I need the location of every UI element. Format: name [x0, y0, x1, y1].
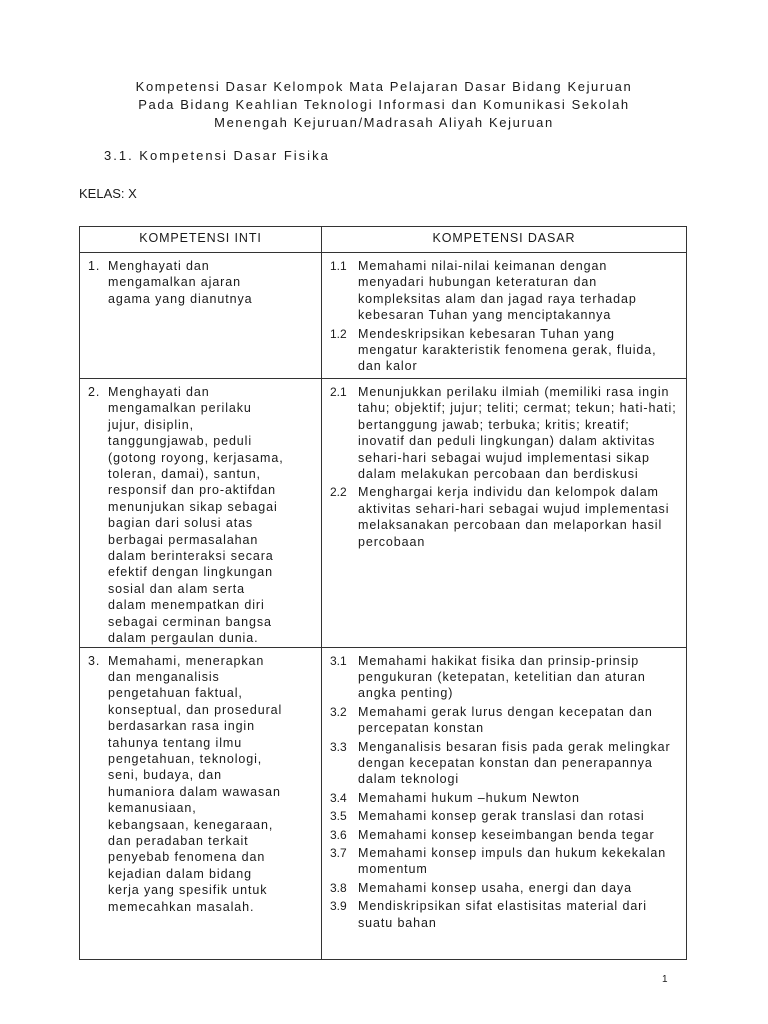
ki-line: memecahkan masalah. [108, 899, 255, 914]
ki-line: dan menganalisis [108, 669, 220, 684]
section-heading: 3.1. Kompetensi Dasar Fisika [104, 148, 330, 163]
kompetensi-dasar-cell [322, 647, 687, 959]
competency-table [79, 226, 687, 960]
ki-line: tahunya tentang ilmu [108, 735, 243, 750]
title-line-1: Kompetensi Dasar Kelompok Mata Pelajaran Dasar Bidang Kejuruan [135, 79, 633, 94]
ki-line: mengamalkan ajaran [108, 275, 241, 290]
kd-item [330, 653, 678, 702]
ki-line: mengamalkan perilaku [108, 401, 252, 416]
kd-number: 3.4 [330, 790, 347, 805]
kompetensi-inti-cell [80, 379, 322, 648]
ki-number: 2. [88, 385, 101, 399]
kd-number: 3.7 [330, 845, 347, 860]
ki-line: bagian dari solusi atas [108, 516, 254, 531]
kd-item [330, 898, 678, 931]
ki-line: efektif dengan lingkungan [108, 565, 273, 580]
document-title [80, 78, 688, 132]
class-label: KELAS: X [79, 186, 137, 201]
kd-item [330, 808, 678, 824]
ki-line: agama yang dianutnya [108, 291, 253, 306]
ki-line: konseptual, dan prosedural [108, 702, 283, 717]
kd-item [330, 880, 678, 896]
kd-number: 2.1 [330, 385, 347, 399]
kd-text: Memahami konsep keseimbangan benda tegar [358, 827, 655, 842]
ki-line: pengetahuan, teknologi, [108, 751, 263, 766]
kd-number: 3.8 [330, 880, 347, 895]
table-row [80, 253, 687, 379]
ki-line: tanggungjawab, peduli [108, 434, 253, 449]
ki-line: dalam berinteraksi secara [108, 549, 274, 564]
ki-line: sebagai cerminan bangsa [108, 614, 272, 629]
kd-item [330, 790, 678, 806]
kd-text: Mendiskripsikan sifat elastisitas material dari suatu bahan [358, 899, 647, 930]
ki-line: berbagai permasalahan [108, 532, 259, 547]
ki-line: dan peradaban terkait [108, 833, 249, 848]
ki-number: 3. [88, 653, 101, 668]
title-line-3: Menengah Kejuruan/Madrasah Aliyah Kejuruan [214, 115, 554, 130]
ki-line: berdasarkan rasa ingin [108, 719, 255, 734]
kd-item [330, 258, 678, 324]
ki-line: humaniora dalam wawasan [108, 784, 281, 799]
kd-item [330, 704, 678, 737]
kd-text: Menunjukkan perilaku ilmiah (memiliki rasa ingin tahu; objektif; jujur; teliti; cermat; tekun; hati-hati; bertanggung jawab; terbuka; kritis; kreatif; inovatif dan peduli lingkungan) dalam aktivitas sehari-hari sebagai wujud implementasi sikap dalam melakukan percobaan dan berdiskusi [358, 385, 677, 482]
kd-text: Memahami konsep impuls dan hukum kekekalan momentum [358, 845, 667, 877]
ki-line: (gotong royong, kerjasama, [108, 450, 284, 465]
kd-text: Mendeskripsikan kebesaran Tuhan yang mengatur karakteristik fenomena gerak, fluida, dan kalor [358, 326, 657, 374]
ki-line: Menghayati dan [108, 259, 210, 273]
ki-line: dalam pergaulan dunia. [108, 631, 259, 646]
ki-number: 1. [88, 259, 101, 273]
kompetensi-inti-cell [80, 253, 322, 379]
kd-text: Menghargai kerja individu dan kelompok dalam aktivitas sehari-hari sebagai wujud implementasi melaksanakan percobaan dan melaporkan hasil percobaan [358, 485, 670, 549]
table-header-row [80, 227, 687, 253]
kompetensi-dasar-cell [322, 379, 687, 648]
ki-line: sosial dan alam serta [108, 581, 246, 596]
kd-text: Menganalisis besaran fisis pada gerak melingkar dengan kecepatan konstan dan penerapannya dalam teknologi [358, 739, 671, 787]
kd-text: Memahami hukum –hukum Newton [358, 790, 580, 805]
kd-text: Memahami nilai-nilai keimanan dengan menyadari hubungan keteraturan dan kompleksitas alam dan jagad raya terhadap kebesaran Tuhan yang menciptakannya [358, 259, 637, 323]
ki-line: toleran, damai), santun, [108, 467, 261, 482]
kd-number: 3.5 [330, 809, 347, 824]
kd-number: 3.6 [330, 827, 347, 842]
ki-line: kemanusiaan, [108, 801, 197, 816]
kd-number: 3.2 [330, 704, 347, 719]
ki-line: penyebab fenomena dan [108, 850, 266, 865]
ki-line: seni, budaya, dan [108, 768, 222, 783]
kompetensi-inti-cell [80, 647, 322, 959]
title-line-2: Pada Bidang Keahlian Teknologi Informasi dan Komunikasi Sekolah [138, 97, 630, 112]
ki-line: kerja yang spesifik untuk [108, 883, 268, 898]
page-number: 1 [662, 974, 668, 985]
kd-number: 3.1 [330, 653, 347, 668]
ki-line: dalam menempatkan diri [108, 598, 265, 613]
ki-line: jujur, disiplin, [108, 417, 194, 432]
ki-line: responsif dan pro-aktifdan [108, 483, 276, 498]
kd-item [330, 326, 678, 375]
kompetensi-dasar-cell [322, 253, 687, 379]
kd-item [330, 384, 678, 482]
kd-number: 1.2 [330, 326, 347, 341]
kd-item [330, 739, 678, 788]
kd-text: Memahami konsep gerak translasi dan rotasi [358, 809, 645, 824]
kd-text: Memahami konsep usaha, energi dan daya [358, 880, 632, 895]
kd-text: Memahami gerak lurus dengan kecepatan dan percepatan konstan [358, 704, 653, 736]
ki-line: Menghayati dan [108, 385, 210, 399]
kd-item [330, 845, 678, 878]
kd-number: 2.2 [330, 485, 347, 500]
ki-line: menunjukan sikap sebagai [108, 499, 278, 514]
kd-item [330, 827, 678, 843]
header-kompetensi-dasar: KOMPETENSI DASAR [322, 227, 687, 253]
kd-number: 3.9 [330, 899, 347, 914]
ki-line: pengetahuan faktual, [108, 686, 243, 701]
ki-line: kebangsaan, kenegaraan, [108, 817, 274, 832]
table-row [80, 647, 687, 959]
header-kompetensi-inti: KOMPETENSI INTI [80, 227, 322, 253]
kd-number: 3.3 [330, 739, 347, 754]
ki-line: kejadian dalam bidang [108, 866, 252, 881]
table-row [80, 379, 687, 648]
ki-line: Memahami, menerapkan [108, 653, 265, 668]
kd-number: 1.1 [330, 259, 347, 273]
kd-item [330, 484, 678, 550]
kd-text: Memahami hakikat fisika dan prinsip-prinsip pengukuran (ketepatan, ketelitian dan aturan angka penting) [358, 653, 646, 701]
